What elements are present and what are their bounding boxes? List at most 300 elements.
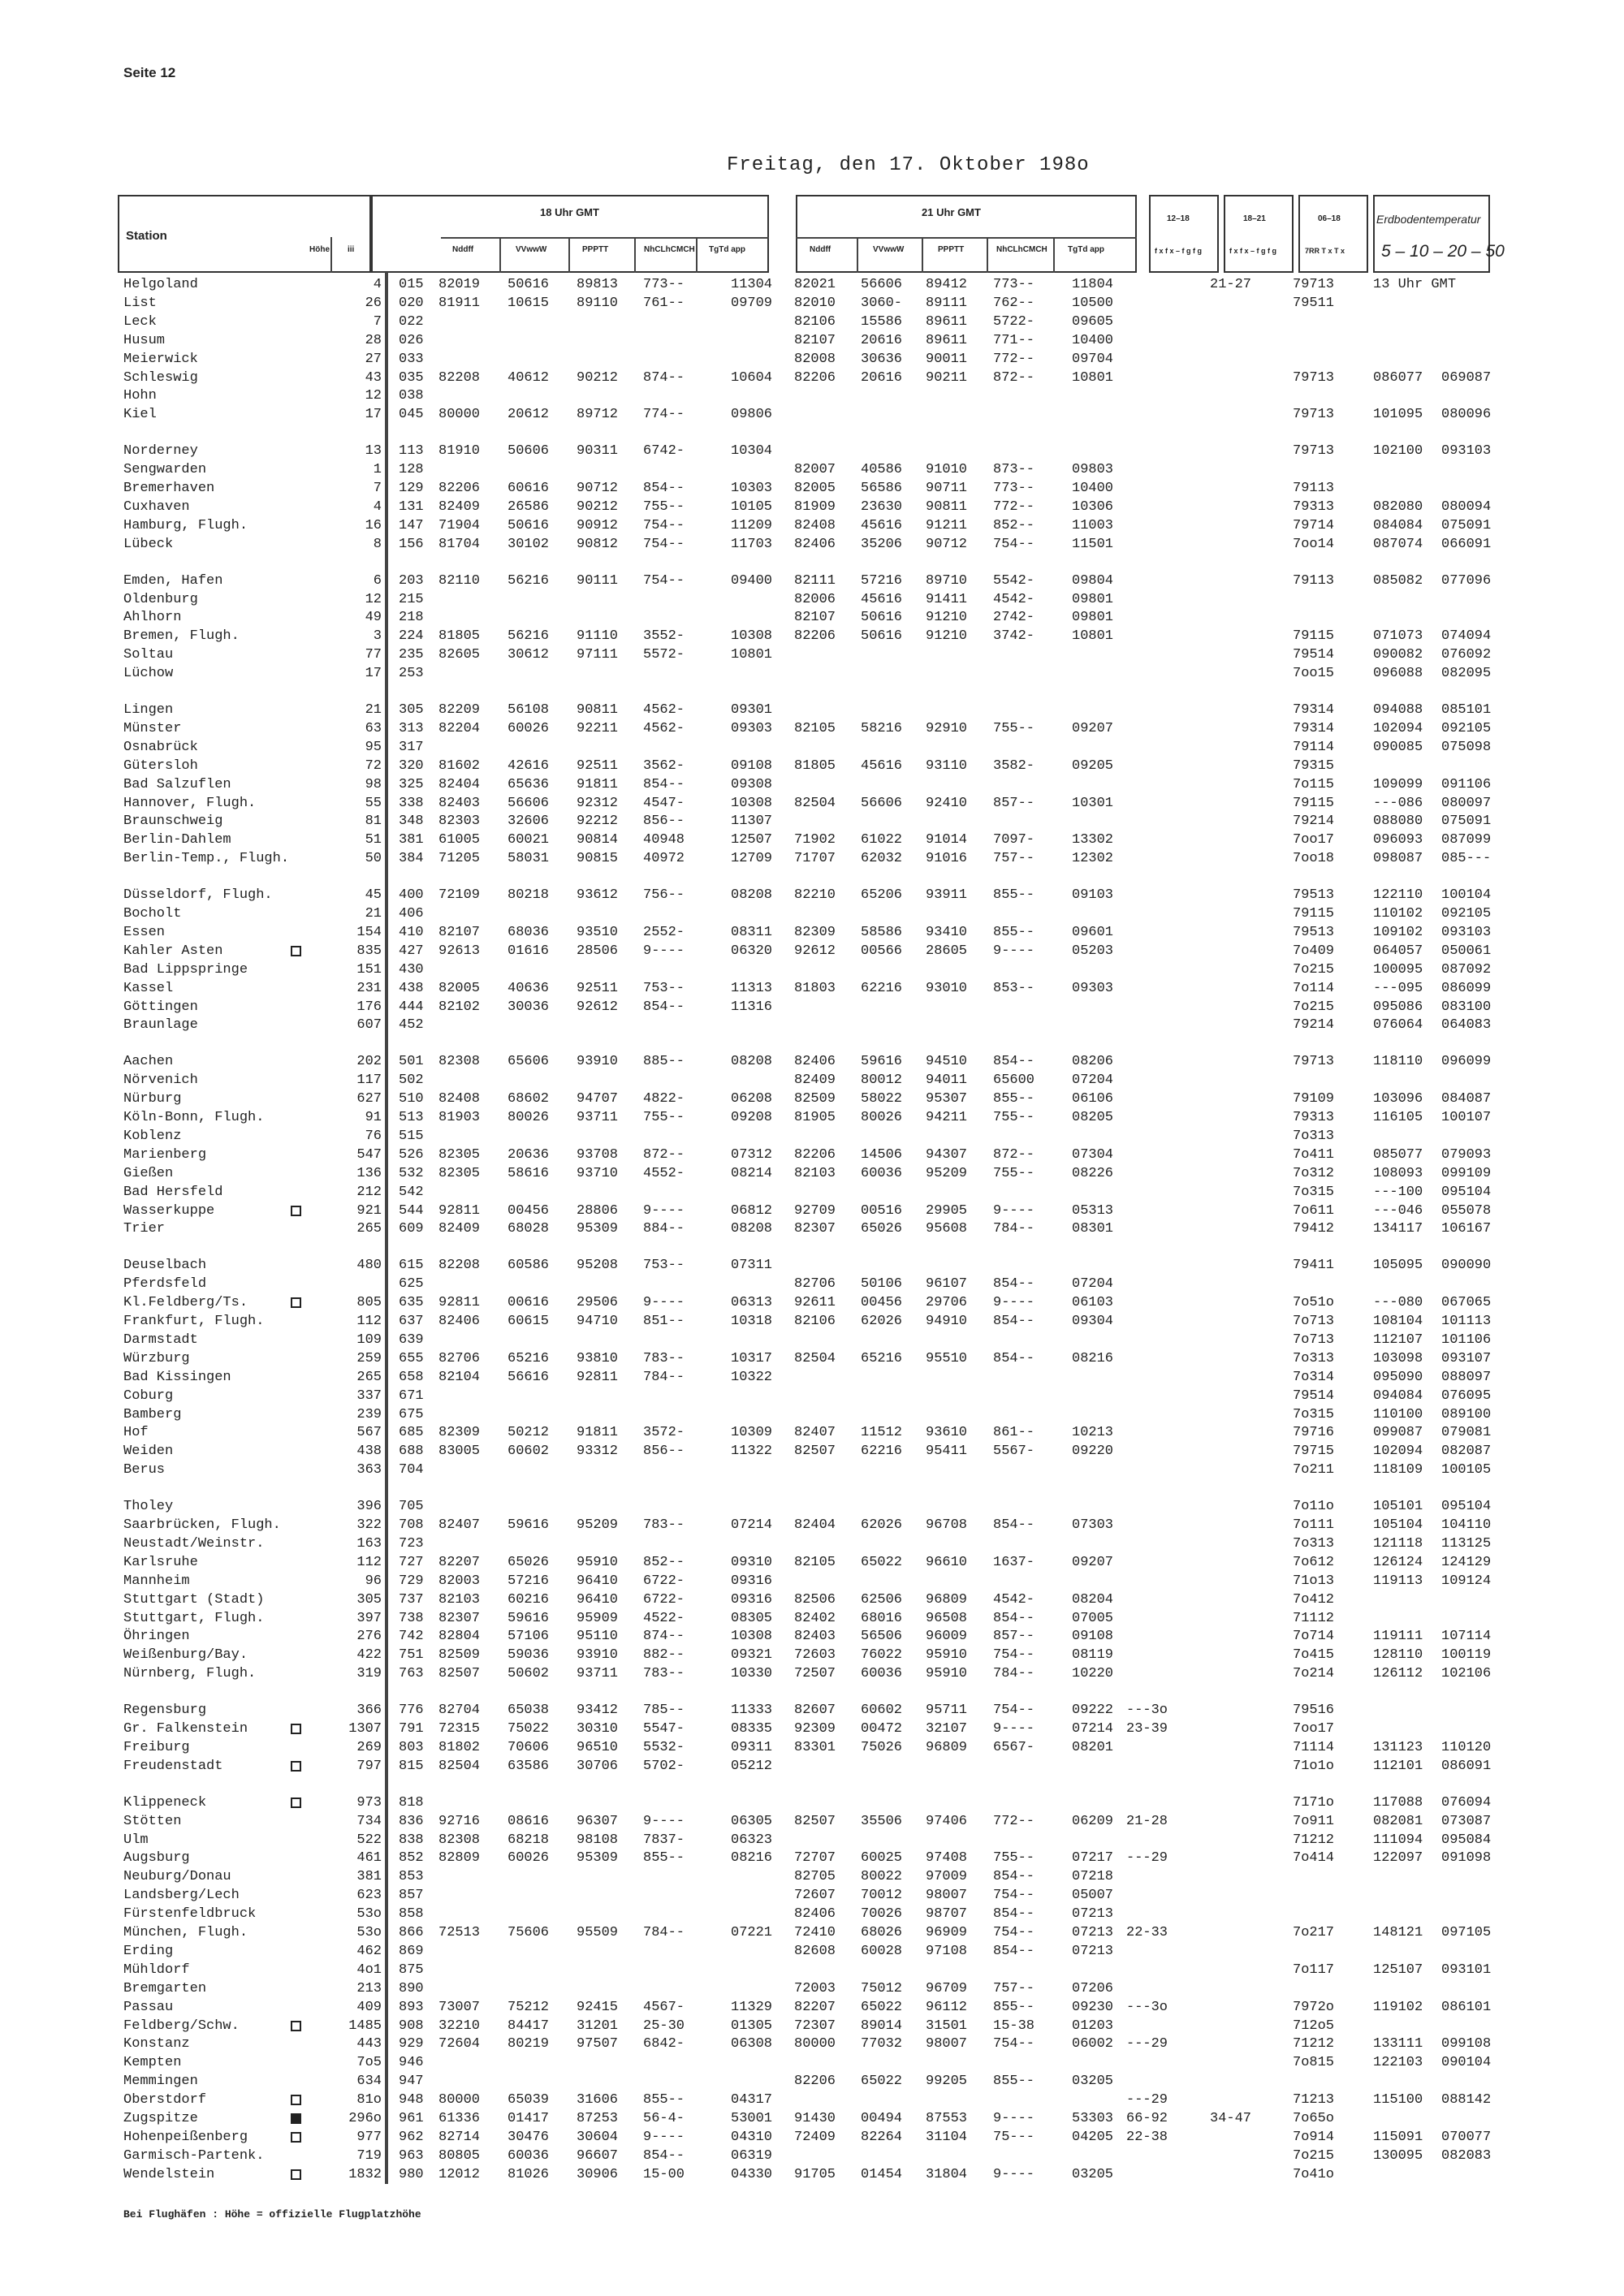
cell-b2: 11512: [861, 1425, 903, 1441]
cell-c1: 90811: [577, 702, 619, 718]
station-name: Kassel: [123, 980, 174, 996]
cell-c1: 90814: [577, 832, 619, 848]
cell-iii: 836: [399, 1813, 424, 1829]
cell-j: 090085: [1373, 739, 1423, 755]
cell-e2: 09230: [1072, 1999, 1114, 2015]
range-1-box: [1149, 195, 1219, 273]
cell-a1: 82809: [438, 1850, 481, 1867]
cell-b2: 62026: [861, 1517, 903, 1533]
cell-c1: 92511: [577, 980, 619, 996]
cell-d1: 3552-: [643, 628, 685, 645]
cell-iii: 705: [399, 1499, 424, 1515]
table-row: [0, 1165, 1624, 1183]
table-row: [0, 850, 1624, 868]
cell-d1: 773--: [643, 277, 685, 292]
cell-iii: 147: [399, 517, 424, 533]
cell-c1: 96510: [577, 1739, 619, 1755]
station-name: München, Flugh.: [123, 1925, 248, 1940]
cell-a2: 82403: [794, 1629, 836, 1645]
cell-iii: 026: [399, 332, 424, 348]
cell-j: 088080: [1373, 814, 1423, 830]
cell-j: 084084: [1373, 517, 1423, 533]
station-name: Marienberg: [123, 1146, 207, 1163]
cell-e1: 01305: [731, 2018, 773, 2034]
cell-a1: 81802: [438, 1739, 481, 1755]
cell-d2: 852--: [993, 517, 1035, 533]
cell-a1: 82103: [438, 1591, 481, 1608]
cell-i: 79314: [1293, 720, 1335, 736]
cell-a2: 91705: [794, 2166, 836, 2182]
cell-c2: 92410: [926, 795, 968, 811]
cell-iii: 635: [399, 1295, 424, 1311]
station-name: Weiden: [123, 1444, 174, 1460]
cell-k: 082087: [1441, 1444, 1492, 1460]
cell-c1: 92612: [577, 999, 619, 1015]
station-name: Neuburg/Donau: [123, 1869, 231, 1885]
station-name: Öhringen: [123, 1629, 190, 1645]
table-row: [0, 831, 1624, 849]
square-icon: [291, 2132, 301, 2143]
cell-d1: 5547-: [643, 1721, 685, 1737]
cell-j: 085077: [1373, 1146, 1423, 1163]
cell-d2: 755--: [993, 1165, 1035, 1181]
cell-e2: 10220: [1072, 1666, 1114, 1682]
cell-a2: 82105: [794, 1554, 836, 1570]
cell-d2: 9----: [993, 1202, 1035, 1219]
cell-b2: 45616: [861, 517, 903, 533]
cell-h: 973: [356, 1794, 382, 1810]
cell-e1: 06812: [731, 1202, 773, 1219]
cell-e2: 09207: [1072, 720, 1114, 736]
cell-h: 109: [356, 1331, 382, 1348]
cell-d2: 854--: [993, 1869, 1035, 1885]
station-name: Hof: [123, 1425, 149, 1441]
cell-h: 17: [365, 666, 382, 682]
cell-a1: 92613: [438, 943, 481, 959]
cell-e2: 11501: [1072, 536, 1114, 552]
cell-i: 79715: [1293, 1444, 1335, 1460]
station-name: Düsseldorf, Flugh.: [123, 887, 273, 904]
cell-i: 7o412: [1293, 1591, 1335, 1608]
cell-iii: 776: [399, 1703, 424, 1719]
cell-a1: 82208: [438, 1258, 481, 1274]
cell-e1: 07214: [731, 1517, 773, 1533]
table-row: [0, 1758, 1624, 1776]
cell-b2: 35206: [861, 536, 903, 552]
cell-h: 231: [356, 980, 382, 996]
cell-h: 202: [356, 1054, 382, 1070]
cell-c1: 95309: [577, 1221, 619, 1237]
station-name: Oberstdorf: [123, 2092, 207, 2108]
cell-g: 34-47: [1210, 2111, 1252, 2126]
cell-d1: 874--: [643, 369, 685, 386]
cell-k: 106167: [1441, 1221, 1492, 1237]
cell-k: 099108: [1441, 2036, 1492, 2052]
table-row: [0, 2035, 1624, 2053]
cell-d1: 25-30: [643, 2018, 685, 2034]
cell-b1: 01616: [508, 943, 550, 959]
cell-d2: 853--: [993, 980, 1035, 996]
col-ppptt-1: PPPTT: [582, 245, 609, 254]
cell-d1: 874--: [643, 1629, 685, 1645]
cell-e1: 09308: [731, 776, 773, 792]
cell-e2: 09207: [1072, 1554, 1114, 1570]
cell-iii: 675: [399, 1406, 424, 1422]
col-clouds-1: NhCLhCMCH: [644, 245, 695, 254]
station-name: Kahler Asten: [123, 943, 223, 959]
table-row: [0, 813, 1624, 831]
cell-i: 7o612: [1293, 1554, 1335, 1570]
cell-j: ---080: [1373, 1295, 1423, 1311]
cell-b1: 40612: [508, 369, 550, 386]
cell-c1: 97507: [577, 2036, 619, 2052]
cell-h: 212: [356, 1184, 382, 1200]
cell-b1: 80026: [508, 1110, 550, 1125]
cell-a1: 82605: [438, 647, 481, 663]
cell-i: 7o713: [1293, 1314, 1335, 1329]
table-row: [0, 1294, 1624, 1312]
table-row: [0, 1905, 1624, 1923]
cell-a1: 82403: [438, 795, 481, 811]
cell-iii: 929: [399, 2036, 424, 2052]
cell-h: 45: [365, 887, 382, 904]
cell-a1: 82409: [438, 1221, 481, 1237]
cell-e2: 09801: [1072, 591, 1114, 607]
cell-d2: 4542-: [993, 1591, 1035, 1608]
cell-c1: 92211: [577, 720, 619, 736]
cell-d2: 754--: [993, 1647, 1035, 1664]
station-name: Landsberg/Lech: [123, 1888, 240, 1904]
cell-i: 71212: [1293, 2036, 1335, 2052]
cell-k: 101113: [1441, 1314, 1492, 1329]
cell-d1: 9----: [643, 1295, 685, 1311]
station-name: Bamberg: [123, 1406, 182, 1422]
cell-e2: 08201: [1072, 1739, 1114, 1755]
table-row: [0, 1369, 1624, 1387]
cell-c2: 93911: [926, 887, 968, 904]
cell-b2: 00456: [861, 1295, 903, 1311]
cell-e1: 08208: [731, 1054, 773, 1070]
cell-k: 088142: [1441, 2092, 1492, 2108]
cell-h: 366: [356, 1703, 382, 1719]
cell-a1: 82507: [438, 1666, 481, 1682]
cell-h: 797: [356, 1758, 382, 1774]
station-name: Aachen: [123, 1054, 174, 1070]
cell-e1: 09310: [731, 1554, 773, 1570]
cell-b1: 40636: [508, 980, 550, 996]
cell-i: 7o409: [1293, 943, 1335, 959]
cell-c1: 30310: [577, 1721, 619, 1737]
cell-c1: 95910: [577, 1554, 619, 1570]
cell-h: 623: [356, 1888, 382, 1904]
cell-a2: 82107: [794, 332, 836, 348]
cell-e2: 07217: [1072, 1850, 1114, 1867]
table-row: [0, 1665, 1624, 1683]
cell-k: 079093: [1441, 1146, 1492, 1163]
cell-e1: 11316: [731, 999, 773, 1015]
cell-a1: 82409: [438, 498, 481, 515]
cell-e2: 01203: [1072, 2018, 1114, 2034]
station-name: Bad Kissingen: [123, 1369, 231, 1385]
station-name: Nürnberg, Flugh.: [123, 1666, 257, 1682]
cell-e1: 09806: [731, 407, 773, 423]
cell-iii: 685: [399, 1425, 424, 1441]
cell-d1: 3572-: [643, 1425, 685, 1441]
cell-k: 088097: [1441, 1369, 1492, 1385]
cell-h: 634: [356, 2074, 382, 2090]
cell-i: 79514: [1293, 647, 1335, 663]
cell-b1: 30612: [508, 647, 550, 663]
cell-b2: 15586: [861, 313, 903, 330]
cell-i: 71o1o: [1293, 1758, 1335, 1774]
cell-h: 117: [356, 1072, 382, 1089]
cell-h: 337: [356, 1388, 382, 1404]
cell-c2: 95209: [926, 1165, 968, 1181]
square-icon: [291, 1297, 301, 1308]
cell-c1: 92511: [577, 757, 619, 774]
cell-d1: 754--: [643, 536, 685, 552]
cell-d2: 855--: [993, 1091, 1035, 1107]
cell-e1: 06308: [731, 2036, 773, 2052]
cell-d1: 5702-: [643, 1758, 685, 1774]
cell-e2: 05313: [1072, 1202, 1114, 1219]
cell-j: 102100: [1373, 443, 1423, 460]
cell-e2: 09704: [1072, 351, 1114, 367]
cell-b2: 40586: [861, 462, 903, 478]
cell-e2: 13302: [1072, 832, 1114, 848]
table-row: [0, 2129, 1624, 2147]
cell-f: ---29: [1126, 2092, 1168, 2108]
cell-c1: 93312: [577, 1444, 619, 1460]
cell-a2: 80000: [794, 2036, 836, 2052]
cell-d2: 754--: [993, 536, 1035, 552]
cell-i: 7o41o: [1293, 2166, 1335, 2182]
cell-c2: 90211: [926, 369, 968, 386]
cell-d2: 65600: [993, 1072, 1035, 1089]
cell-e1: 08208: [731, 887, 773, 904]
cell-iii: 203: [399, 572, 424, 589]
cell-iii: 510: [399, 1091, 424, 1107]
cell-b1: 30036: [508, 999, 550, 1015]
cell-iii: 890: [399, 1980, 424, 1996]
table-row: [0, 2054, 1624, 2072]
table-row: [0, 1849, 1624, 1867]
cell-k: 075091: [1441, 814, 1492, 830]
block-18-label: 18 Uhr GMT: [540, 206, 599, 218]
cell-j: 103096: [1373, 1091, 1423, 1107]
cell-b2: 65026: [861, 1221, 903, 1237]
square-icon: [291, 1761, 301, 1772]
cell-iii: 427: [399, 943, 424, 959]
col-temp-2: TgTd app: [1068, 245, 1104, 254]
cell-b1: 63586: [508, 1758, 550, 1774]
station-name: Helgoland: [123, 277, 198, 292]
cell-iii: 348: [399, 814, 424, 830]
cell-c2: 95910: [926, 1647, 968, 1664]
cell-b1: 26586: [508, 498, 550, 515]
station-name: Husum: [123, 332, 166, 348]
cell-a2: 82107: [794, 610, 836, 626]
cell-k: 101106: [1441, 1331, 1492, 1348]
cell-d2: 854--: [993, 1054, 1035, 1070]
range-2-label: 18–21: [1243, 214, 1266, 223]
cell-d1: 783--: [643, 1350, 685, 1366]
cell-e1: 08208: [731, 1221, 773, 1237]
cell-j: 131123: [1373, 1739, 1423, 1755]
cell-h: 26: [365, 295, 382, 311]
cell-a2: 82309: [794, 924, 836, 940]
cell-b2: 75026: [861, 1739, 903, 1755]
cell-d2: 854--: [993, 1610, 1035, 1626]
table-row: [0, 665, 1624, 683]
cell-i: 79713: [1293, 443, 1335, 460]
table-row: [0, 2166, 1624, 2184]
cell-i: 7o815: [1293, 2055, 1335, 2071]
cell-c1: 93708: [577, 1146, 619, 1163]
cell-h: 977: [356, 2129, 382, 2145]
range-3-label: 06–18: [1318, 214, 1341, 223]
cell-b2: 35506: [861, 1813, 903, 1829]
cell-h: 522: [356, 1832, 382, 1848]
cell-b1: 68218: [508, 1832, 550, 1848]
cell-e1: 09108: [731, 757, 773, 774]
cell-c2: 98007: [926, 1888, 968, 1904]
cell-c2: 29706: [926, 1295, 968, 1311]
cell-d1: 856--: [643, 814, 685, 830]
cell-d1: 885--: [643, 1054, 685, 1070]
cell-c1: 93510: [577, 924, 619, 940]
cell-j: ---086: [1373, 795, 1423, 811]
cell-e1: 53001: [731, 2111, 773, 2126]
table-row: [0, 1720, 1624, 1738]
table-row: [0, 701, 1624, 719]
cell-e1: 10105: [731, 498, 773, 515]
table-row: [0, 1980, 1624, 1998]
cell-k: 075098: [1441, 739, 1492, 755]
cell-a2: 82210: [794, 887, 836, 904]
cell-iii: 515: [399, 1128, 424, 1144]
table-row: [0, 1350, 1624, 1368]
cell-e2: 10400: [1072, 481, 1114, 496]
cell-k: 050061: [1441, 943, 1492, 959]
cell-h: 296o: [348, 2111, 382, 2126]
cell-c2: 32107: [926, 1721, 968, 1737]
cell-c1: 89813: [577, 277, 619, 292]
cell-a1: 82110: [438, 572, 481, 589]
cell-e2: 10801: [1072, 628, 1114, 645]
table-row: [0, 1535, 1624, 1553]
cell-e2: 09108: [1072, 1629, 1114, 1645]
cell-k: 086099: [1441, 980, 1492, 996]
table-row: [0, 1832, 1624, 1849]
cell-e2: 10801: [1072, 369, 1114, 386]
table-row: [0, 609, 1624, 627]
cell-k: 080097: [1441, 795, 1492, 811]
cell-e1: 10330: [731, 1666, 773, 1682]
cell-a1: 72315: [438, 1721, 481, 1737]
cell-k: 093107: [1441, 1350, 1492, 1366]
cell-iii: 658: [399, 1369, 424, 1385]
cell-b2: 62216: [861, 980, 903, 996]
cell-a2: 82504: [794, 1350, 836, 1366]
table-row: [0, 442, 1624, 460]
cell-a2: 82008: [794, 351, 836, 367]
cell-c2: 89611: [926, 332, 968, 348]
cell-e1: 05212: [731, 1758, 773, 1774]
cell-c1: 31201: [577, 2018, 619, 2034]
cell-c1: 95309: [577, 1850, 619, 1867]
cell-a2: 72507: [794, 1666, 836, 1682]
cell-d1: 755--: [643, 498, 685, 515]
cell-e2: 07218: [1072, 1869, 1114, 1885]
cell-c1: 92312: [577, 795, 619, 811]
cell-c2: 96508: [926, 1610, 968, 1626]
station-name: Karlsruhe: [123, 1554, 198, 1570]
cell-h: 547: [356, 1146, 382, 1163]
table-row: [0, 1406, 1624, 1424]
cell-k: 077096: [1441, 572, 1492, 589]
cell-c2: 94307: [926, 1146, 968, 1163]
cell-c2: 97406: [926, 1813, 968, 1829]
cell-i: 79713: [1293, 277, 1335, 292]
cell-c2: 31104: [926, 2129, 968, 2145]
cell-j: 133111: [1373, 2036, 1423, 2052]
cell-h: 21: [365, 906, 382, 921]
col-vvwww-1: VVwwW: [516, 245, 547, 254]
table-row: [0, 1388, 1624, 1405]
cell-i: 7972o: [1293, 1999, 1335, 2015]
table-row: [0, 517, 1624, 535]
cell-i: 71114: [1293, 1739, 1335, 1755]
cell-iii: 022: [399, 313, 424, 330]
cell-a2: 82506: [794, 1591, 836, 1608]
cell-j: 095090: [1373, 1369, 1423, 1385]
cell-e1: 10317: [731, 1350, 773, 1366]
cell-b2: 00566: [861, 943, 903, 959]
cell-a1: 82714: [438, 2129, 481, 2145]
cell-c2: 96809: [926, 1739, 968, 1755]
cell-a1: 81903: [438, 1110, 481, 1125]
table-row: [0, 536, 1624, 554]
cell-a2: 82206: [794, 628, 836, 645]
cell-b2: 14506: [861, 1146, 903, 1163]
cell-b2: 45616: [861, 757, 903, 774]
table-row: [0, 387, 1624, 405]
cell-c1: 92212: [577, 814, 619, 830]
cell-j: 128110: [1373, 1647, 1423, 1664]
cell-k: 090104: [1441, 2055, 1492, 2071]
cell-c2: 89611: [926, 313, 968, 330]
cell-b2: 80026: [861, 1110, 903, 1125]
table-row: [0, 1999, 1624, 2017]
cell-d2: 855--: [993, 887, 1035, 904]
cell-d1: 872--: [643, 1146, 685, 1163]
cell-c1: 92415: [577, 1999, 619, 2015]
cell-h: 1: [373, 462, 382, 478]
cell-k: 095104: [1441, 1499, 1492, 1515]
cell-b1: 65636: [508, 776, 550, 792]
station-name: Lübeck: [123, 536, 174, 552]
cell-i: 7oo17: [1293, 832, 1335, 848]
cell-iii: 688: [399, 1444, 424, 1460]
cell-j: 118110: [1373, 1054, 1423, 1070]
cell-k: 092105: [1441, 720, 1492, 736]
cell-d2: 762--: [993, 295, 1035, 311]
cell-h: 921: [356, 1202, 382, 1219]
station-name: Lingen: [123, 702, 174, 718]
cell-a1: 82005: [438, 980, 481, 996]
cell-e2: 10306: [1072, 498, 1114, 515]
